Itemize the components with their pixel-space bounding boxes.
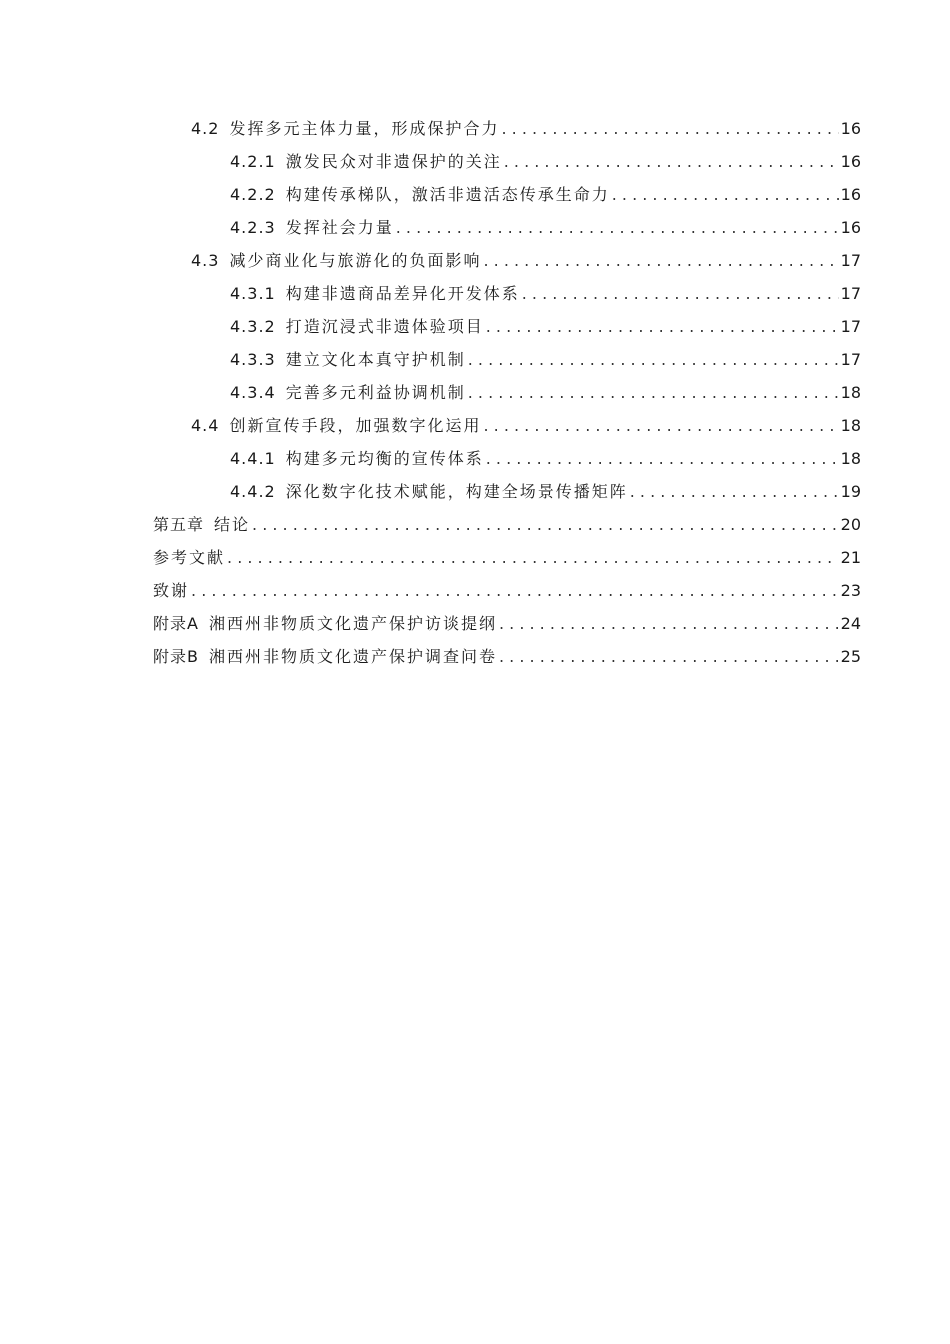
- dot-leader: [252, 515, 839, 534]
- dot-leader: [483, 416, 838, 435]
- toc-entry-number: 4.4.1: [230, 449, 276, 468]
- toc-entry-number: 4.3.2: [230, 317, 276, 336]
- toc-entry-page: 23: [840, 581, 861, 600]
- toc-entry-page: 17: [840, 317, 861, 336]
- toc-entry-page: 17: [840, 251, 861, 270]
- dot-leader: [501, 119, 838, 138]
- toc-entry-number: 4.2: [191, 119, 220, 138]
- toc-entry-title: 发挥社会力量: [285, 218, 394, 237]
- toc-entry-appendix-a[interactable]: [0, 606, 950, 639]
- dot-leader: [499, 614, 839, 633]
- toc-entry-page: 18: [840, 449, 861, 468]
- dot-leader: [522, 284, 839, 303]
- toc-entry-page: 20: [840, 515, 861, 534]
- toc-entry-number: 第五章: [153, 515, 205, 534]
- toc-entry-4-2-3[interactable]: [0, 210, 950, 243]
- toc-entry-page: 24: [840, 614, 861, 633]
- toc-entry-4-2[interactable]: [0, 111, 950, 144]
- toc-entry-page: 25: [840, 647, 861, 666]
- table-of-contents: [0, 111, 950, 672]
- dot-leader: [396, 218, 839, 237]
- toc-entry-4-3-1[interactable]: [0, 276, 950, 309]
- toc-entry-page: 19: [840, 482, 861, 501]
- toc-entry-title: 激发民众对非遗保护的关注: [285, 152, 502, 171]
- toc-entry-4-3-4[interactable]: [0, 375, 950, 408]
- toc-entry-4-3-2[interactable]: [0, 309, 950, 342]
- toc-entry-page: 16: [840, 119, 861, 138]
- toc-entry-appendix-b[interactable]: [0, 639, 950, 672]
- dot-leader: [499, 647, 839, 666]
- toc-entry-4-4-1[interactable]: [0, 441, 950, 474]
- toc-entry-page: 17: [840, 350, 861, 369]
- toc-entry-number: 4.2.3: [230, 218, 276, 237]
- toc-entry-number: 4.3.3: [230, 350, 276, 369]
- toc-entry-page: 17: [840, 284, 861, 303]
- toc-entry-page: 16: [840, 218, 861, 237]
- toc-entry-acknowledgements[interactable]: [0, 573, 950, 606]
- toc-entry-title: 构建多元均衡的宣传体系: [285, 449, 484, 468]
- dot-leader: [191, 581, 839, 600]
- toc-entry-title: 参考文献: [153, 548, 226, 567]
- toc-entry-page: 18: [840, 416, 861, 435]
- toc-entry-title: 构建非遗商品差异化开发体系: [285, 284, 520, 303]
- toc-entry-number: 4.2.2: [230, 185, 276, 204]
- toc-entry-number: 4.3: [191, 251, 220, 270]
- toc-entry-number: 4.4.2: [230, 482, 276, 501]
- toc-entry-references[interactable]: [0, 540, 950, 573]
- toc-entry-title: 构建传承梯队，激活非遗活态传承生命力: [285, 185, 610, 204]
- toc-entry-number: 4.4: [191, 416, 220, 435]
- toc-entry-4-2-2[interactable]: [0, 177, 950, 210]
- dot-leader: [630, 482, 839, 501]
- dot-leader: [227, 548, 839, 567]
- toc-entry-title: 结论: [214, 515, 251, 534]
- toc-entry-4-4-2[interactable]: [0, 474, 950, 507]
- toc-entry-number: 附录A: [153, 614, 199, 633]
- dot-leader: [468, 383, 839, 402]
- toc-entry-title: 减少商业化与旅游化的负面影响: [229, 251, 482, 270]
- toc-entry-title: 湘西州非物质文化遗产保护访谈提纲: [208, 614, 497, 633]
- toc-entry-4-3-3[interactable]: [0, 342, 950, 375]
- dot-leader: [486, 317, 839, 336]
- toc-entry-4-2-1[interactable]: [0, 144, 950, 177]
- toc-entry-number: 附录B: [153, 647, 199, 666]
- toc-entry-page: 21: [840, 548, 861, 567]
- toc-entry-title: 完善多元利益协调机制: [285, 383, 466, 402]
- toc-entry-4-4[interactable]: [0, 408, 950, 441]
- dot-leader: [468, 350, 839, 369]
- toc-entry-title: 深化数字化技术赋能，构建全场景传播矩阵: [285, 482, 628, 501]
- toc-entry-page: 16: [840, 185, 861, 204]
- toc-entry-title: 湘西州非物质文化遗产保护调查问卷: [208, 647, 497, 666]
- toc-entry-4-3[interactable]: [0, 243, 950, 276]
- toc-entry-page: 16: [840, 152, 861, 171]
- toc-entry-title: 建立文化本真守护机制: [285, 350, 466, 369]
- toc-entry-page: 18: [840, 383, 861, 402]
- toc-entry-title: 发挥多元主体力量，形成保护合力: [229, 119, 500, 138]
- toc-entry-title: 打造沉浸式非遗体验项目: [285, 317, 484, 336]
- dot-leader: [612, 185, 839, 204]
- dot-leader: [486, 449, 839, 468]
- toc-entry-title: 创新宣传手段，加强数字化运用: [229, 416, 482, 435]
- toc-entry-chapter-5[interactable]: [0, 507, 950, 540]
- toc-entry-number: 4.3.4: [230, 383, 276, 402]
- toc-entry-number: 4.3.1: [230, 284, 276, 303]
- dot-leader: [483, 251, 838, 270]
- toc-entry-number: 4.2.1: [230, 152, 276, 171]
- dot-leader: [504, 152, 839, 171]
- toc-entry-title: 致谢: [153, 581, 190, 600]
